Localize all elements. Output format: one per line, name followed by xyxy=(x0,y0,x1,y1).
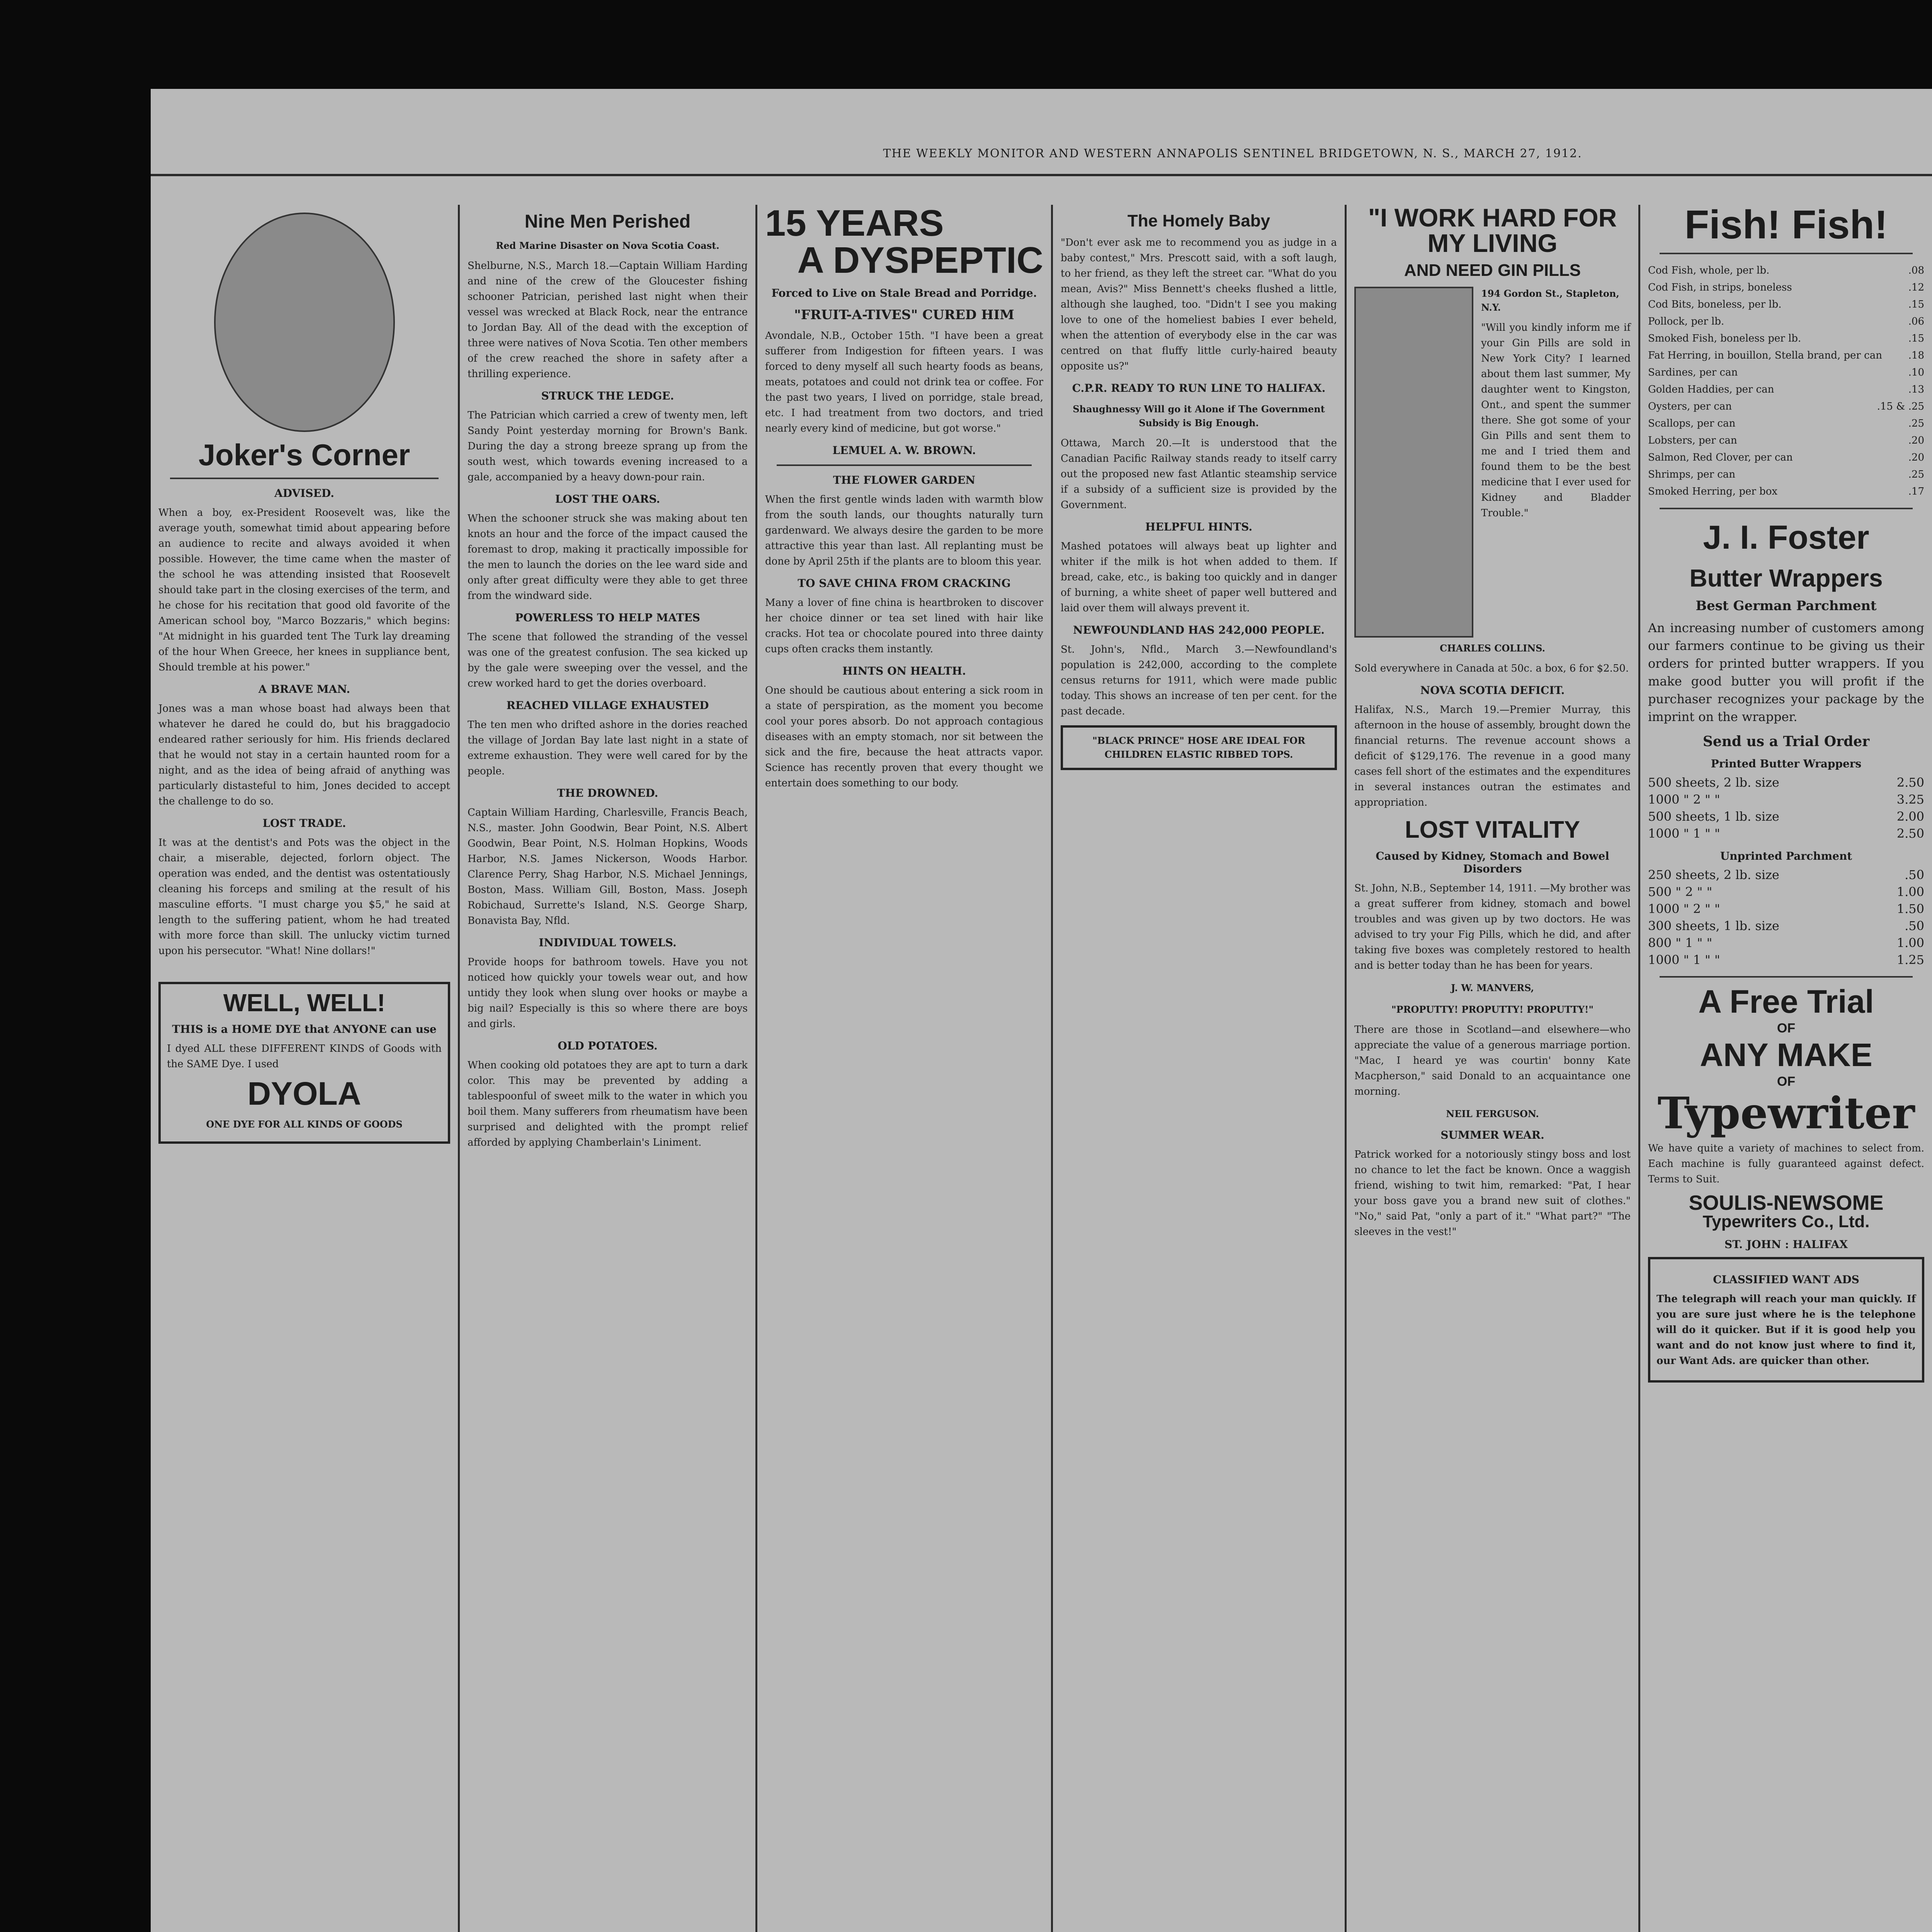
unprinted-price: .50 xyxy=(1905,918,1924,933)
printed-row xyxy=(1648,791,1924,808)
column-nine-men xyxy=(460,205,755,1932)
reached-heading: REACHED VILLAGE EXHAUSTED xyxy=(506,699,709,712)
nfld-heading: NEWFOUNDLAND HAS 242,000 PEOPLE. xyxy=(1073,624,1325,636)
fish-price: .15 & .25 xyxy=(1877,401,1924,412)
fish-item: Salmon, Red Clover, per can xyxy=(1648,452,1793,463)
printed-item: 500 sheets, 1 lb. size xyxy=(1648,809,1779,824)
potatoes-body: When cooking old potatoes they are apt to turn a dark color. This may be prevented by adding a tablespoonful of sweet milk to the water in which you boil them. Many sufferers from rheumatism have been surprised and delighted with the prompt relief afforded by applying Chamberlain's Liniment. xyxy=(468,1060,748,1148)
column-jokers-corner xyxy=(151,205,458,1932)
foster-name: J. I. Foster xyxy=(1703,519,1869,556)
masthead xyxy=(151,147,1932,176)
fish-row xyxy=(1648,398,1924,415)
fish-row xyxy=(1648,330,1924,347)
printed-item: 1000 " 1 " " xyxy=(1648,826,1720,841)
proputty-heading: "PROPUTTY! PROPUTTY! PROPUTTY!" xyxy=(1391,1004,1594,1015)
unprinted-heading: Unprinted Parchment xyxy=(1720,850,1852,862)
nfld-body: St. John's, Nfld., March 3.—Newfoundland's population is 242,000, according to the complete census returns for 1911, which were made public today. This shows an increase of ten per cent. for the past decade. xyxy=(1061,644,1337,717)
dyspeptic-sub: Forced to Live on Stale Bread and Porridge. xyxy=(771,287,1037,299)
jokers-corner-title: Joker's Corner xyxy=(198,438,410,472)
homely-baby-body: "Don't ever ask me to recommend you as judge in a baby contest," Mrs. Prescott said, with a soft laugh, to her friend, as they left the street car. "What do you mean, Avis?" Miss Bennett's cheeks flushed a little, although she laughed, too. "Didn't I see you making love to one of the homeliest babies I ever beheld, when the attention of everybody else in the car was centred on that fluffy little curly-haired beauty opposite us?" xyxy=(1061,237,1337,372)
unprinted-price: 1.00 xyxy=(1896,935,1924,950)
summer-wear-heading: SUMMER WEAR. xyxy=(1440,1129,1544,1141)
printed-price: 2.00 xyxy=(1896,809,1924,824)
black-prince-ad: "BLACK PRINCE" HOSE ARE IDEAL FOR CHILDREN ELASTIC RIBBED TOPS. xyxy=(1061,725,1337,770)
unprinted-item: 1000 " 2 " " xyxy=(1648,901,1720,916)
garden-body: When the first gentle winds laden with warmth blow from the south lands, our thoughts naturally turn gardenward. We always desire the garden to be more attractive this year than last. All replanting must be done by April 25th if the plants are to bloom this year. xyxy=(765,494,1043,567)
china-body: Many a lover of fine china is heartbroken to discover her choice dinner or tea set lined with hair like cracks. Hot tea or chocolate poured into three dainty cups often cracks them instantly. xyxy=(765,597,1043,655)
printed-price: 2.50 xyxy=(1896,775,1924,790)
proputty-signoff: NEIL FERGUSON. xyxy=(1446,1108,1539,1119)
fish-row xyxy=(1648,313,1924,330)
reached-body: The ten men who drifted ashore in the dories reached the village of Jordan Bay late last night in a state of extreme exhaustion. They were well cared for by the people. xyxy=(468,719,748,777)
proputty-body: There are those in Scotland—and elsewhere—who appreciate the value of a generous marriage portion. "Mac, I heard ye was courtin' bonny Kate Macpherson," said Donald to an acquaintance one morning. xyxy=(1354,1024,1631,1097)
gin-pills-signature: CHARLES COLLINS. xyxy=(1440,643,1545,654)
butter-wrappers-body: An increasing number of customers among our farmers continue to be giving us their orders for printed butter wrappers. If you make good butter you will profit if the purchaser recognizes your package by the imprint on the wrapper. xyxy=(1648,621,1924,724)
china-heading: TO SAVE CHINA FROM CRACKING xyxy=(798,577,1011,590)
fruit-a-tives-cure: "FRUIT-A-TIVES" CURED HIM xyxy=(794,307,1014,323)
fish-row xyxy=(1648,432,1924,449)
dyspeptic-head-2: A DYSPEPTIC xyxy=(797,240,1043,281)
fish-price: .25 xyxy=(1908,418,1924,429)
unprinted-item: 500 " 2 " " xyxy=(1648,884,1713,899)
powerless-heading: POWERLESS TO HELP MATES xyxy=(515,611,700,624)
fish-row xyxy=(1648,296,1924,313)
fish-row xyxy=(1648,364,1924,381)
column-dyspeptic xyxy=(757,205,1051,1932)
dyola-ad-text: I dyed ALL these DIFFERENT KINDS of Goods with the SAME Dye. I used xyxy=(167,1043,442,1070)
newspaper-page xyxy=(151,89,1932,1932)
fish-row xyxy=(1648,483,1924,500)
dyola-brand: DYOLA xyxy=(247,1075,361,1112)
fish-item: Shrimps, per can xyxy=(1648,469,1736,480)
printed-price: 2.50 xyxy=(1896,826,1924,841)
fish-price: .12 xyxy=(1908,282,1924,293)
masthead-text: THE WEEKLY MONITOR AND WESTERN ANNAPOLIS SENTINEL BRIDGETOWN, N. S., MARCH 27, 1912. xyxy=(883,147,1582,160)
summer-wear-body: Patrick worked for a notoriously stingy boss and lost no chance to let the fact be known. Once a waggish friend, wishing to twit him, remarked: "Pat, I hear your boss gave you a brand new suit of clothes." "No," said Pat, "only a part of it." "What part?" "The sleeves in the vest!" xyxy=(1354,1149,1631,1238)
nine-men-title: Nine Men Perished xyxy=(524,211,691,232)
gin-pills-address: 194 Gordon St., Stapleton, N.Y. xyxy=(1481,288,1619,313)
free-trial-of: OF xyxy=(1777,1021,1796,1036)
unprinted-price-list xyxy=(1648,866,1924,968)
fish-price: .17 xyxy=(1908,486,1924,497)
drowned-body: Captain William Harding, Charlesville, Francis Beach, N.S., master. John Goodwin, Bear Point, N.S. Albert Goodwin, Bear Point, N.S. Holman Hopkins, Woods Harbor, N.S. James Nickerson, Woods Harbor. Clarence Perry, Shag Harbor, N.S. Michael Jennings, Boston, Mass. William Gill, Boston, Mass. Joseph Robichaud, Surrette's Island, N.S. George Sharp, Bonavista Bay, Nfld. xyxy=(468,807,748,927)
deficit-heading: NOVA SCOTIA DEFICIT. xyxy=(1420,684,1565,697)
lost-oars-body: When the schooner struck she was making about ten knots an hour and the force of the impact caused the foremast to drop, making it practically impossible for the men to launch the dories on the lee ward side and only after great difficulty were they able to get three from the windward side. xyxy=(468,513,748,602)
homely-baby-title: The Homely Baby xyxy=(1127,211,1270,230)
unprinted-row xyxy=(1648,866,1924,883)
brave-man-body: Jones was a man whose boast had always been that whatever he dared he could do, but his braggadocio endeared rather seriously for him. His friends declared that he would not stay in a certain haunted room for a night, and as the idea of being afraid of anything was particularly distasteful to him, Jones decided to accept the challenge to do so. xyxy=(158,703,450,807)
soulis-sub: Typewriters Co., Ltd. xyxy=(1702,1212,1870,1231)
deficit-body: Halifax, N.S., March 19.—Premier Murray, this afternoon in the house of assembly, brought down the financial returns. The revenue account shows a deficit of $129,176. The revenue in a good many cases fell short of the estimates and the expenditures in several instances outran the estimates and appropriation. xyxy=(1354,704,1631,808)
dyspeptic-head-1: 15 YEARS xyxy=(765,205,944,244)
lost-vitality-sub: Caused by Kidney, Stomach and Bowel Disorders xyxy=(1376,850,1609,875)
struck-heading: STRUCK THE LEDGE. xyxy=(541,389,674,402)
lost-vitality-heading: LOST VITALITY xyxy=(1405,816,1580,843)
cpr-sub: Shaughnessy Will go it Alone if The Government Subsidy is Big Enough. xyxy=(1073,403,1325,429)
printed-row xyxy=(1648,808,1924,825)
fish-item: Cod Bits, boneless, per lb. xyxy=(1648,299,1782,310)
lost-trade-heading: LOST TRADE. xyxy=(262,817,346,830)
column-gin-pills xyxy=(1347,205,1638,1932)
nine-men-subtitle: Red Marine Disaster on Nova Scotia Coast. xyxy=(496,240,719,251)
advised-heading: ADVISED. xyxy=(274,487,334,500)
fish-item: Cod Fish, in strips, boneless xyxy=(1648,282,1792,293)
free-trial: A Free Trial xyxy=(1698,983,1874,1020)
unprinted-row xyxy=(1648,934,1924,951)
fish-item: Fat Herring, in bouillon, Stella brand, per can xyxy=(1648,350,1882,361)
fish-item: Golden Haddies, per can xyxy=(1648,384,1774,395)
any-make: ANY MAKE xyxy=(1700,1037,1872,1073)
gin-pills-sold: Sold everywhere in Canada at 50c. a box, 6 for $2.50. xyxy=(1354,663,1629,674)
dyspeptic-signature: LEMUEL A. W. BROWN. xyxy=(832,444,976,457)
printed-heading: Printed Butter Wrappers xyxy=(1711,757,1862,770)
fish-row xyxy=(1648,466,1924,483)
typewriter-title: Typewriter xyxy=(1657,1088,1915,1139)
garden-heading: THE FLOWER GARDEN xyxy=(833,474,976,486)
cpr-body: Ottawa, March 20.—It is understood that the Canadian Pacific Railway stands ready to itself carry out the proposed new fast Atlantic steamship service if a subsidy of a sufficient size is provided by the Government. xyxy=(1061,437,1337,511)
lost-vitality-body: St. John, N.B., September 14, 1911. —My brother was a great sufferer from kidney, stomach and bowel troubles and was given up by two doctors. He was advised to try your Fig Pills, which he did, and after taking five boxes was completely restored to health and is better today than he has been for years. xyxy=(1354,883,1631,971)
printed-item: 1000 " 2 " " xyxy=(1648,792,1720,807)
lost-trade-body: It was at the dentist's and Pots was the object in the chair, a miserable, dejected, forlorn object. The operation was ended, and the dentist was ostentatiously cleaning his forceps and smiling at the result of his masculine efforts. "I must charge you $5," he said at length to the suffering patient, whom he had treated with more force than skill. The unlucky victim turned upon his persecutor. "What! Nine dollars!" xyxy=(158,837,450,957)
fish-item: Sardines, per can xyxy=(1648,367,1738,378)
unprinted-row xyxy=(1648,951,1924,968)
dyola-tagline: ONE DYE FOR ALL KINDS OF GOODS xyxy=(206,1119,403,1130)
classified-title: CLASSIFIED WANT ADS xyxy=(1713,1273,1859,1286)
fish-item: Oysters, per can xyxy=(1648,401,1732,412)
towels-body: Provide hoops for bathroom towels. Have you not noticed how quickly your towels wear out, and how untidy they look when slung over hooks or maybe a big nail? Especially is this so where there are boys and girls. xyxy=(468,956,748,1030)
classified-body: The telegraph will reach your man quickly. If you are sure just where he is the telephone will do it quicker. But if it is good help you want and do not know just where to find it, our Want Ads. are quicker than other. xyxy=(1656,1293,1916,1367)
unprinted-price: 1.50 xyxy=(1896,901,1924,916)
fish-row xyxy=(1648,415,1924,432)
fish-item: Scallops, per can xyxy=(1648,418,1736,429)
any-make-of: OF xyxy=(1777,1074,1796,1089)
fish-price: .15 xyxy=(1908,299,1924,310)
lost-vitality-signature: J. W. MANVERS, xyxy=(1451,982,1534,993)
fish-price: .20 xyxy=(1908,435,1924,446)
powerless-body: The scene that followed the stranding of the vessel was one of the greatest confusion. The sea kicked up by the gale were sweeping over the vessel, and the crew worked hard to get the dories overboard. xyxy=(468,631,748,689)
fish-price: .10 xyxy=(1908,367,1924,378)
fish-row xyxy=(1648,347,1924,364)
fish-price: .15 xyxy=(1908,333,1924,344)
classified-ad xyxy=(1648,1257,1924,1383)
gin-pills-head-1: "I WORK HARD FOR MY LIVING xyxy=(1368,205,1617,257)
unprinted-row xyxy=(1648,917,1924,934)
worker-illustration xyxy=(1354,287,1473,638)
fish-row xyxy=(1648,279,1924,296)
gin-pills-head-2: AND NEED GIN PILLS xyxy=(1404,261,1581,280)
unprinted-item: 1000 " 1 " " xyxy=(1648,952,1720,967)
fish-price: .13 xyxy=(1908,384,1924,395)
fish-item: Smoked Herring, per box xyxy=(1648,486,1778,497)
fish-row xyxy=(1648,381,1924,398)
fish-price: .06 xyxy=(1908,316,1924,327)
typewriter-body: We have quite a variety of machines to select from. Each machine is fully guaranteed against defect. Terms to Suit. xyxy=(1648,1143,1924,1185)
dyspeptic-body: Avondale, N.B., October 15th. "I have been a great sufferer from Indigestion for fifteen years. I was forced to deny myself all such hearty foods as beans, meats, potatoes and could not drink tea or coffee. For the past two years, I lived on porridge, stale bread, etc. I had treatment from two doctors, and tried nearly every kind of medicine, but got worse." xyxy=(765,330,1043,434)
printed-item: 500 sheets, 2 lb. size xyxy=(1648,775,1779,790)
fish-price: .25 xyxy=(1908,469,1924,480)
potatoes-heading: OLD POTATOES. xyxy=(558,1039,658,1052)
health-body: One should be cautious about entering a sick room in a state of perspiration, as the moment you become cool your pores absorb. Do not approach contagious diseases with an empty stomach, nor sit between the sick and the fire, because the heat attracts vapor. Science has recently proven that every thought we entertain does something to our body. xyxy=(765,685,1043,789)
unprinted-item: 250 sheets, 2 lb. size xyxy=(1648,867,1779,882)
fish-item: Cod Fish, whole, per lb. xyxy=(1648,265,1770,276)
gin-pills-quote: "Will you kindly inform me if your Gin Pills are sold in New York City? I learned about them last summer, My daughter went to Kingston, Ont., and spent the summer there. She got some of your Gin Pills and sent them to me and I tried them and found them to be the best medicine that I ever used for Kidney and Bladder Trouble." xyxy=(1481,322,1631,519)
fish-item: Smoked Fish, boneless per lb. xyxy=(1648,333,1801,344)
printed-price-list xyxy=(1648,774,1924,842)
brave-man-heading: A BRAVE MAN. xyxy=(258,683,350,696)
struck-body: The Patrician which carried a crew of twenty men, left Sandy Point yesterday morning for Brown's Bank. During the day a strong breeze sprang up from the south west, which towards evening increased to a gale, accompanied by a heavy down-pour rain. xyxy=(468,410,748,483)
dyola-ad-sub: THIS is a HOME DYE that ANYONE can use xyxy=(172,1023,437,1036)
fish-item: Lobsters, per can xyxy=(1648,435,1737,446)
fish-row xyxy=(1648,262,1924,279)
unprinted-price: 1.00 xyxy=(1896,884,1924,899)
fish-title: Fish! Fish! xyxy=(1684,205,1888,247)
column-foster-ads xyxy=(1640,205,1932,1932)
unprinted-row xyxy=(1648,900,1924,917)
advised-body: When a boy, ex-President Roosevelt was, like the average youth, somewhat timid about appearing before an audience to recite and always avoided it when possible. However, the time came when the master of the school he was attending insisted that Roosevelt should take part in the closing exercises of the term, and he chose for his recitation that good old favorite of the American school boy, "Marco Bozzaris," which begins: "At midnight in his guarded tent The Turk lay dreaming of the hour When Greece, her knees in suppliance bent, Should tremble at his power." xyxy=(158,507,450,673)
drowned-heading: THE DROWNED. xyxy=(557,787,658,799)
fish-price: .08 xyxy=(1908,265,1924,276)
fish-item: Pollock, per lb. xyxy=(1648,316,1725,327)
lost-oars-heading: LOST THE OARS. xyxy=(555,493,660,505)
towels-heading: INDIVIDUAL TOWELS. xyxy=(539,936,677,949)
trial-order: Send us a Trial Order xyxy=(1702,733,1870,750)
printed-row xyxy=(1648,825,1924,842)
nine-men-body: Shelburne, N.S., March 18.—Captain William Harding and nine of the crew of the Gloucester fishing schooner Patrician, perished last night when their vessel was wrecked at Black Rock, near the entrance to Jordan Bay. All of the dead with the exception of three were natives of Nova Scotia. Ten other members of the crew reached the shore in safety after a thrilling experience. xyxy=(468,260,748,380)
health-heading: HINTS ON HEALTH. xyxy=(842,665,966,677)
dyola-ad-title: WELL, WELL! xyxy=(223,989,386,1017)
unprinted-row xyxy=(1648,883,1924,900)
printed-price: 3.25 xyxy=(1896,792,1924,807)
unprinted-item: 800 " 1 " " xyxy=(1648,935,1713,950)
printed-row xyxy=(1648,774,1924,791)
cpr-heading: C.P.R. READY TO RUN LINE TO HALIFAX. xyxy=(1072,382,1326,395)
fish-price: .20 xyxy=(1908,452,1924,463)
fish-price: .18 xyxy=(1908,350,1924,361)
hints-heading: HELPFUL HINTS. xyxy=(1145,520,1253,533)
jester-illustration xyxy=(214,213,395,432)
butter-wrappers-title: Butter Wrappers xyxy=(1689,564,1883,592)
dyola-ad xyxy=(158,982,450,1144)
fish-price-list xyxy=(1648,262,1924,500)
soulis-location: ST. JOHN : HALIFAX xyxy=(1724,1238,1848,1251)
fish-row xyxy=(1648,449,1924,466)
column-homely-baby xyxy=(1053,205,1345,1932)
soulis-newsome: SOULIS-NEWSOME xyxy=(1689,1191,1884,1214)
unprinted-item: 300 sheets, 1 lb. size xyxy=(1648,918,1779,933)
hints-body: Mashed potatoes will always beat up lighter and whiter if the milk is hot when added to them. If bread, cake, etc., is baking too quickly and in danger of burning, a white sheet of paper well buttered and laid over them will always prevent it. xyxy=(1061,541,1337,614)
butter-wrappers-sub: Best German Parchment xyxy=(1696,598,1877,614)
unprinted-price: .50 xyxy=(1905,867,1924,882)
unprinted-price: 1.25 xyxy=(1896,952,1924,967)
